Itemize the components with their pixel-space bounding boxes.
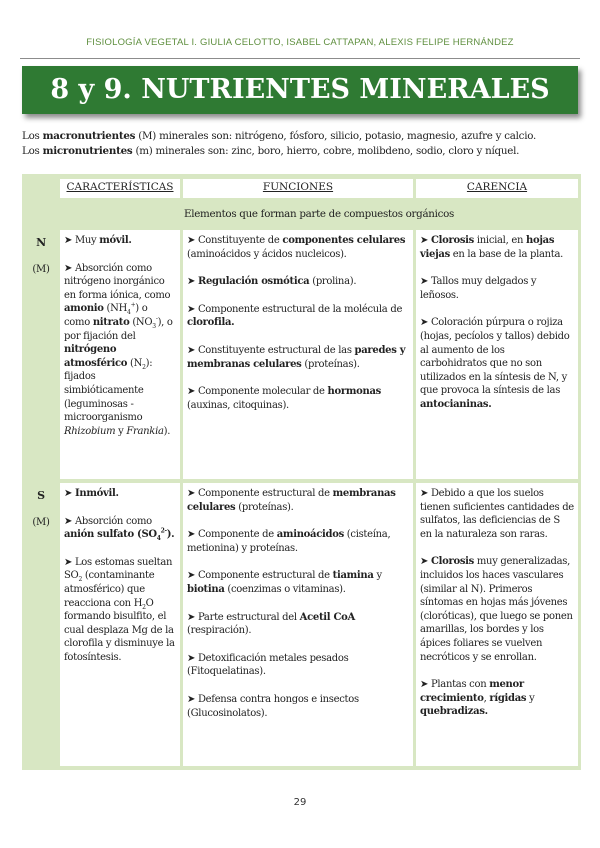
element-symbol: N [36,236,46,249]
intro-line-macro: Los macronutrientes (M) minerales son: nitrógeno, fósforo, silicio, potasio, magnesio, azufre y calcio. [22,130,537,142]
header-divider [20,58,580,59]
table-subheader-row [25,200,578,230]
col-header-caracteristicas: CARACTERÍSTICAS [60,174,180,200]
table-header-row [25,174,578,200]
col-header-funciones: FUNCIONES [183,174,413,200]
table-subheader: Elementos que forman parte de compuestos orgánicos [184,208,454,221]
s-carencia: ➤ Debido a que los suelos tienen suficientes cantidades de sulfatos, las deficiencias de S en la naturaleza son raras. ➤ Clorosis muy generalizadas, incluidos los haces vasculares (similar al N). Primeros síntomas en hojas más jóvenes (cloróticas), que luego se ponen amarillas, los bordes y los ápices foliares se vuelven necróticos y se enrollan. ➤ Plantas con menor crecimiento, rígidas y quebradizas. [416,483,578,766]
n-caracteristicas: ➤ Muy móvil. ➤ Absorción como nitrógeno inorgánico en forma iónica, como amonio $(NH_4^+)$ o como nitrato $(NO_3^-)$, o por fijación del nitrógeno atmosférico $(N_2)$: fijados simbióticamente (leguminosas - microorganismo Rhizobium y Frankia). [60,230,180,479]
n-carencia: ➤ Clorosis inicial, en hojas viejas en la base de la planta. ➤ Tallos muy delgados y leñosos. ➤ Coloración púrpura o rojiza (hojas, pecíolos y tallos) debido al aumento de los carbohidratos que no son utilizados en la síntesis de N, y que provoca la síntesis de las antocianinas. [416,230,578,479]
element-type: (M) [32,516,50,528]
col-header-carencia: CARENCIA [416,174,578,200]
running-header: FISIOLOGÍA VEGETAL I. GIULIA CELOTTO, ISABEL CATTAPAN, ALEXIS FELIPE HERNÁNDEZ [86,37,514,48]
nutrients-table [22,174,581,770]
element-symbol: S [37,489,45,503]
n-funciones: ➤ Constituyente de componentes celulares (aminoácidos y ácidos nucleicos). ➤ Regulación osmótica (prolina). ➤ Componente estructural de la molécula de clorofila. ➤ Constituyente estructural de las paredes y membranas celulares (proteínas). ➤ Componente molecular de hormonas (auxinas, citoquinas). [183,230,413,479]
table-row-s [25,483,578,766]
s-caracteristicas: ➤ Inmóvil. ➤ Absorción como anión sulfato $(SO_4^{2-})$. ➤ Los estomas sueltan $SO_2$ (contaminante atmosférico) que reacciona con $H_2O$ formando bisulfito, el cual desplaza Mg de la clorofila y disminuye la fotosíntesis. [60,483,180,766]
table-row-n [25,230,578,479]
intro-text [22,129,582,158]
page-title: 8 y 9. NUTRIENTES MINERALES [22,66,578,114]
s-funciones: ➤ Componente estructural de membranas celulares (proteínas). ➤ Componente de aminoácidos (cisteína, metionina) y proteínas. ➤ Componente estructural de tiamina y biotina (coenzimas o vitaminas). ➤ Parte estructural del Acetil CoA (respiración). ➤ Detoxificación metales pesados (Fitoquelatinas). ➤ Defensa contra hongos e insectos (Glucosinolatos). [183,483,413,766]
element-type: (M) [32,263,50,275]
page-number: 29 [293,797,307,808]
intro-line-micro: Los micronutrientes (m) minerales son: zinc, boro, hierro, cobre, molibdeno, sodio, cloro y níquel. [22,144,520,157]
